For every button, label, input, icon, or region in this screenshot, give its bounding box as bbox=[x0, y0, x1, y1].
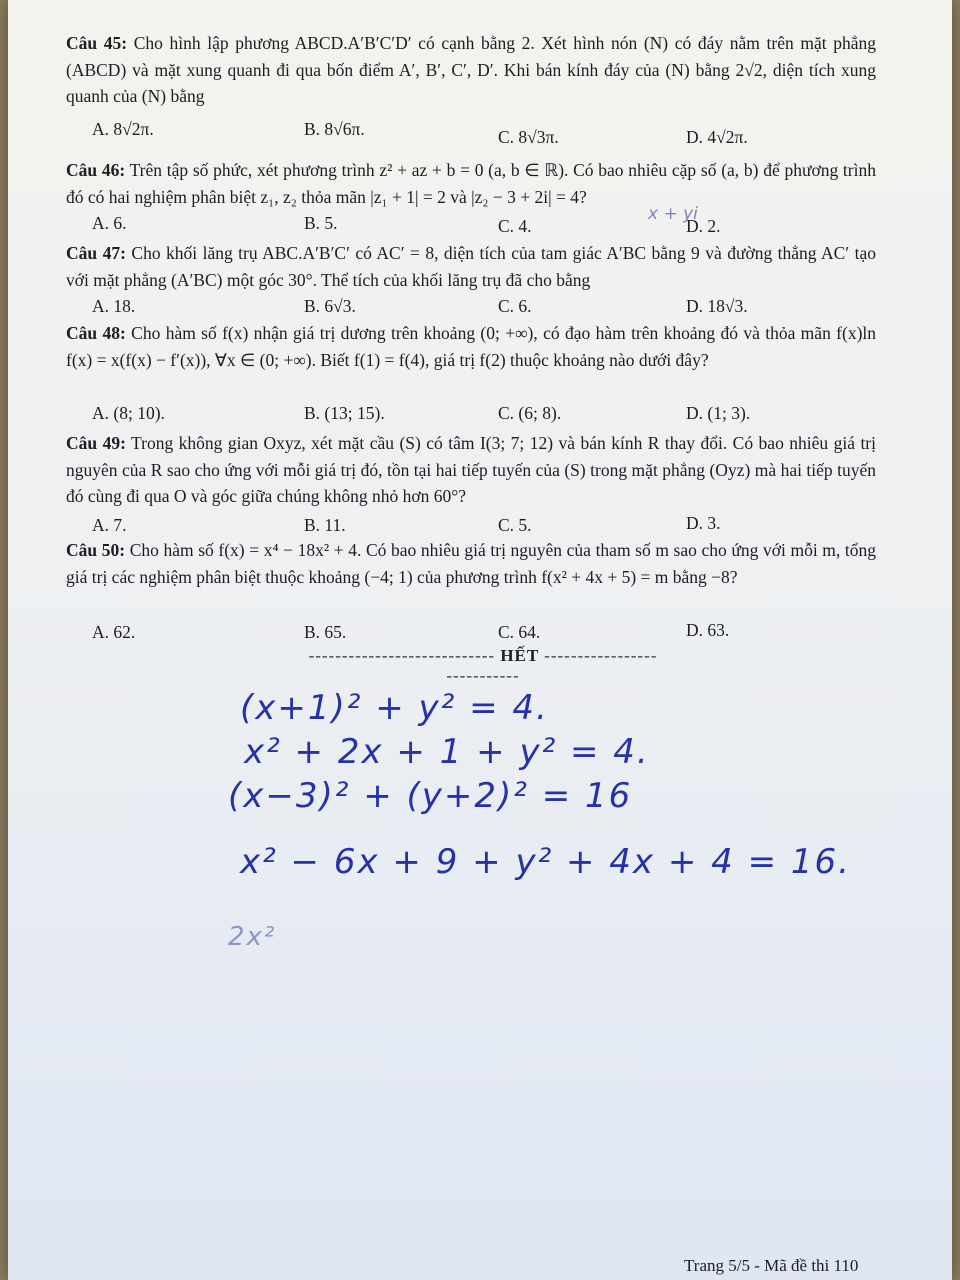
option-d: D. 18√3. bbox=[686, 296, 748, 316]
option-c: C. (6; 8). bbox=[498, 403, 562, 423]
question-label: Câu 46: bbox=[66, 160, 126, 180]
option-d: D. 3. bbox=[686, 513, 721, 533]
handwritten-line-5: 2x² bbox=[228, 922, 277, 952]
question-label: Câu 50: bbox=[66, 540, 126, 560]
option-a: A. (8; 10). bbox=[92, 403, 165, 423]
question-text: Cho khối lăng trụ ABC.A′B′C′ có AC′ = 8, diện tích của tam giác A′BC bằng 9 và đường thẳng AC′ tạo với mặt phẳng (A′BC) một góc 30°. Thể tích của khối lăng trụ đã cho bằng bbox=[66, 243, 877, 290]
option-d: D. 63. bbox=[686, 620, 730, 640]
option-d: D. 2. bbox=[686, 216, 721, 236]
page-footer: Trang 5/5 - Mã đề thi 110 bbox=[684, 1256, 859, 1275]
answer-options bbox=[66, 116, 876, 147]
option-c: C. 8√3π. bbox=[498, 127, 559, 147]
question-label: Câu 45: bbox=[66, 33, 128, 53]
exam-page bbox=[8, 0, 952, 1280]
question-text: Trên tập số phức, xét phương trình z² + az + b = 0 (a, b ∈ ℝ). Có bao nhiêu cặp số (a, b) để phương trình đó có hai nghiệm phân biệt z₁, z₂ thỏa mãn |z₁ + 1| = 2 và |z₂ − 3 + 2i| = 4? bbox=[66, 160, 876, 207]
option-c: C. 4. bbox=[498, 216, 532, 236]
answer-options bbox=[66, 293, 876, 319]
answer-options bbox=[66, 512, 876, 538]
answer-options bbox=[66, 210, 876, 236]
option-a: A. 8√2π. bbox=[92, 119, 154, 139]
question-48 bbox=[66, 320, 877, 423]
option-c: C. 64. bbox=[498, 622, 541, 642]
question-label: Câu 48: bbox=[66, 323, 126, 343]
option-c: C. 5. bbox=[498, 515, 532, 535]
handwritten-line-2: x² + 2x + 1 + y² = 4. bbox=[244, 732, 650, 772]
handwritten-line-4: x² − 6x + 9 + y² + 4x + 4 = 16. bbox=[240, 842, 851, 882]
question-label: Câu 49: bbox=[66, 433, 126, 453]
end-marker: ---------------------------- HẾT ---------------------------- bbox=[308, 646, 658, 685]
option-a: A. 62. bbox=[92, 622, 136, 642]
question-text: Trong không gian Oxyz, xét mặt cầu (S) có tâm I(3; 7; 12) và bán kính R thay đổi. Có bao nhiêu giá trị nguyên của R sao cho ứng với mỗi giá trị đó, tồn tại hai tiếp tuyến của (S) trong mặt phẳng (Oyz) mà hai tiếp tuyến đó cùng đi qua O và góc giữa chúng không nhỏ hơn 60°? bbox=[66, 433, 876, 506]
question-text: Cho hàm số f(x) nhận giá trị dương trên khoảng (0; +∞), có đạo hàm trên khoảng đó và thỏa mãn f(x)ln f(x) = x(f(x) − f′(x)), ∀x ∈ (0; +∞). Biết f(1) = f(4), giá trị f(2) thuộc khoảng nào dưới đây? bbox=[66, 323, 877, 370]
option-b: B. 65. bbox=[304, 622, 347, 642]
option-b: B. 6√3. bbox=[304, 296, 356, 316]
option-a: A. 6. bbox=[92, 213, 127, 233]
question-text: Cho hình lập phương ABCD.A′B′C′D′ có cạnh bằng 2. Xét hình nón (N) có đáy nằm trên mặt phẳng (ABCD) và mặt xung quanh đi qua bốn điểm A′, B′, C′, D′. Khi bán kính đáy của (N) bằng 2√2, diện tích xung quanh của (N) bằng bbox=[66, 33, 876, 106]
handwritten-line-3: (x−3)² + (y+2)² = 16 bbox=[228, 776, 633, 816]
handwritten-line-1: (x+1)² + y² = 4. bbox=[240, 688, 549, 728]
end-marker-label: HẾT bbox=[500, 646, 539, 665]
option-c: C. 6. bbox=[498, 296, 532, 316]
question-text: Cho hàm số f(x) = x⁴ − 18x² + 4. Có bao nhiêu giá trị nguyên của tham số m sao cho ứng với mỗi m, tổng giá trị các nghiệm phân biệt thuộc khoảng (−4; 1) của phương trình f(x² + 4x + 5) = m bằng −8? bbox=[66, 540, 877, 587]
option-d: D. 4√2π. bbox=[686, 127, 748, 147]
question-45 bbox=[66, 30, 876, 147]
answer-options bbox=[66, 619, 876, 645]
option-b: B. 8√6π. bbox=[304, 119, 365, 139]
option-b: B. 5. bbox=[304, 213, 338, 233]
answer-options bbox=[66, 400, 876, 426]
pencil-scribble: x + yi bbox=[648, 204, 698, 224]
option-b: B. (13; 15). bbox=[304, 403, 385, 423]
option-b: B. 11. bbox=[304, 515, 346, 535]
option-a: A. 7. bbox=[92, 515, 127, 535]
option-a: A. 18. bbox=[92, 296, 136, 316]
question-47 bbox=[66, 240, 877, 316]
question-label: Câu 47: bbox=[66, 243, 126, 263]
option-d: D. (1; 3). bbox=[686, 403, 751, 423]
question-49 bbox=[66, 430, 876, 535]
question-50 bbox=[66, 537, 877, 642]
